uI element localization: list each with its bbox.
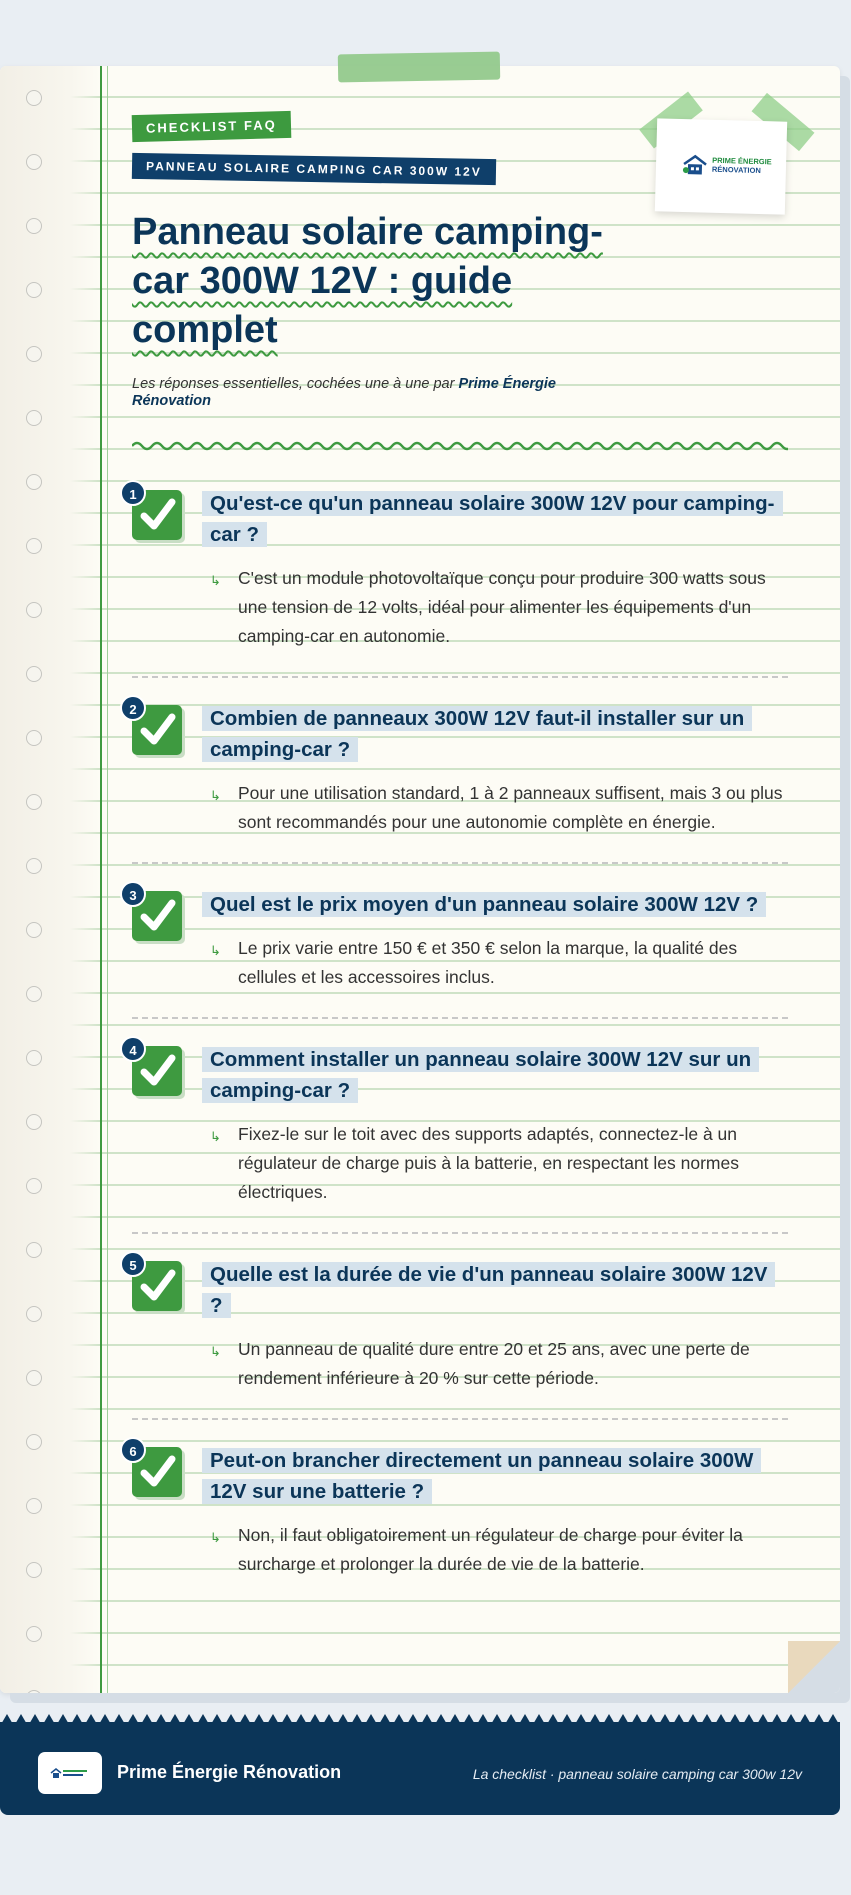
- binder-hole: [26, 154, 42, 170]
- item-number-badge: 4: [120, 1036, 146, 1062]
- faq-question: [202, 889, 788, 920]
- faq-item: [0, 1044, 840, 1207]
- faq-answer-text: Non, il faut obligatoirement un régulateur de charge pour éviter la surcharge et prolonger la durée de vie de la batterie.: [238, 1525, 743, 1574]
- dashed-separator: [132, 1017, 788, 1019]
- item-number-badge: 1: [120, 480, 146, 506]
- faq-question-text: Combien de panneaux 300W 12V faut-il installer sur un camping-car ?: [202, 706, 752, 762]
- item-number-badge: 2: [120, 695, 146, 721]
- house-solar-icon: [682, 153, 709, 176]
- faq-question-text: Quel est le prix moyen d'un panneau solaire 300W 12V ?: [202, 892, 766, 917]
- dashed-separator: [132, 1232, 788, 1234]
- faq-list: [0, 488, 840, 1579]
- faq-answer: [210, 779, 788, 837]
- subtitle-text: Les réponses essentielles, cochées une à une par: [132, 376, 459, 392]
- faq-item: [0, 1445, 840, 1579]
- subtitle-brand: Prime Énergie Rénovation: [132, 376, 556, 409]
- top-tape: [338, 52, 500, 83]
- faq-answer: [210, 934, 788, 992]
- bullet-arrow-icon: ↳: [210, 1530, 221, 1545]
- footer: [0, 1722, 840, 1815]
- binder-hole: [26, 346, 42, 362]
- page-curl: [788, 1641, 840, 1693]
- faq-question: [202, 1259, 788, 1321]
- faq-question: [202, 1044, 788, 1106]
- faq-question: [202, 1445, 788, 1507]
- house-solar-icon: [50, 1766, 90, 1780]
- faq-item: [0, 703, 840, 837]
- bullet-arrow-icon: ↳: [210, 943, 221, 958]
- brand-logo-card: [655, 118, 787, 214]
- binder-hole: [26, 410, 42, 426]
- bullet-arrow-icon: ↳: [210, 1129, 221, 1144]
- faq-answer-text: Pour une utilisation standard, 1 à 2 panneaux suffisent, mais 3 ou plus sont recommandés pour une autonomie complète en énergie.: [238, 783, 783, 832]
- faq-answer: [210, 1521, 788, 1579]
- faq-question-text: Peut-on brancher directement un panneau solaire 300W 12V sur une batterie ?: [202, 1448, 761, 1504]
- faq-answer-text: C'est un module photovoltaïque conçu pour produire 300 watts sous une tension de 12 volts, idéal pour alimenter les équipements d'un camping-car en autonomie.: [238, 568, 766, 646]
- faq-answer: [210, 564, 788, 651]
- faq-item: [0, 889, 840, 992]
- page-title: Panneau solaire camping-car 300W 12V : guide complet: [132, 211, 603, 351]
- dashed-separator: [132, 676, 788, 678]
- binder-hole: [26, 1626, 42, 1642]
- faq-item: [0, 488, 840, 651]
- binder-hole: [26, 1690, 42, 1693]
- checklist-faq-tag: CHECKLIST FAQ: [132, 111, 291, 142]
- logo-wordmark: PRIME ÉNERGIE RÉNOVATION: [711, 155, 772, 176]
- faq-answer: [210, 1335, 788, 1393]
- dashed-separator: [132, 1418, 788, 1420]
- footer-tagline: La checklist · panneau solaire camping car 300w 12v: [472, 1766, 802, 1782]
- bullet-arrow-icon: ↳: [210, 788, 221, 803]
- bullet-arrow-icon: ↳: [210, 1344, 221, 1359]
- binder-hole: [26, 218, 42, 234]
- faq-answer-text: Fixez-le sur le toit avec des supports adaptés, connectez-le à un régulateur de charge puis à la batterie, en respectant les normes électriques.: [238, 1124, 739, 1202]
- page-subtitle: [132, 376, 612, 410]
- footer-logo: [38, 1752, 102, 1794]
- binder-hole: [26, 90, 42, 106]
- item-number-badge: 6: [120, 1437, 146, 1463]
- faq-answer-text: Le prix varie entre 150 € et 350 € selon la marque, la qualité des cellules et les accessoires inclus.: [238, 938, 738, 987]
- item-number-badge: 5: [120, 1251, 146, 1277]
- faq-answer: [210, 1120, 788, 1207]
- faq-question-text: Comment installer un panneau solaire 300W 12V sur un camping-car ?: [202, 1047, 759, 1103]
- faq-question-text: Quelle est la durée de vie d'un panneau solaire 300W 12V ?: [202, 1262, 775, 1318]
- wavy-divider: [132, 440, 788, 452]
- bullet-arrow-icon: ↳: [210, 573, 221, 588]
- faq-question: [202, 488, 788, 550]
- faq-question: [202, 703, 788, 765]
- faq-answer-text: Un panneau de qualité dure entre 20 et 25 ans, avec une perte de rendement inférieure à 20 % sur cette période.: [238, 1339, 750, 1388]
- dashed-separator: [132, 862, 788, 864]
- faq-question-text: Qu'est-ce qu'un panneau solaire 300W 12V pour camping-car ?: [202, 491, 783, 547]
- faq-item: [0, 1259, 840, 1393]
- binder-hole: [26, 282, 42, 298]
- topic-tag: PANNEAU SOLAIRE CAMPING CAR 300W 12V: [132, 153, 496, 185]
- item-number-badge: 3: [120, 881, 146, 907]
- footer-brand: Prime Énergie Rénovation: [117, 1762, 342, 1782]
